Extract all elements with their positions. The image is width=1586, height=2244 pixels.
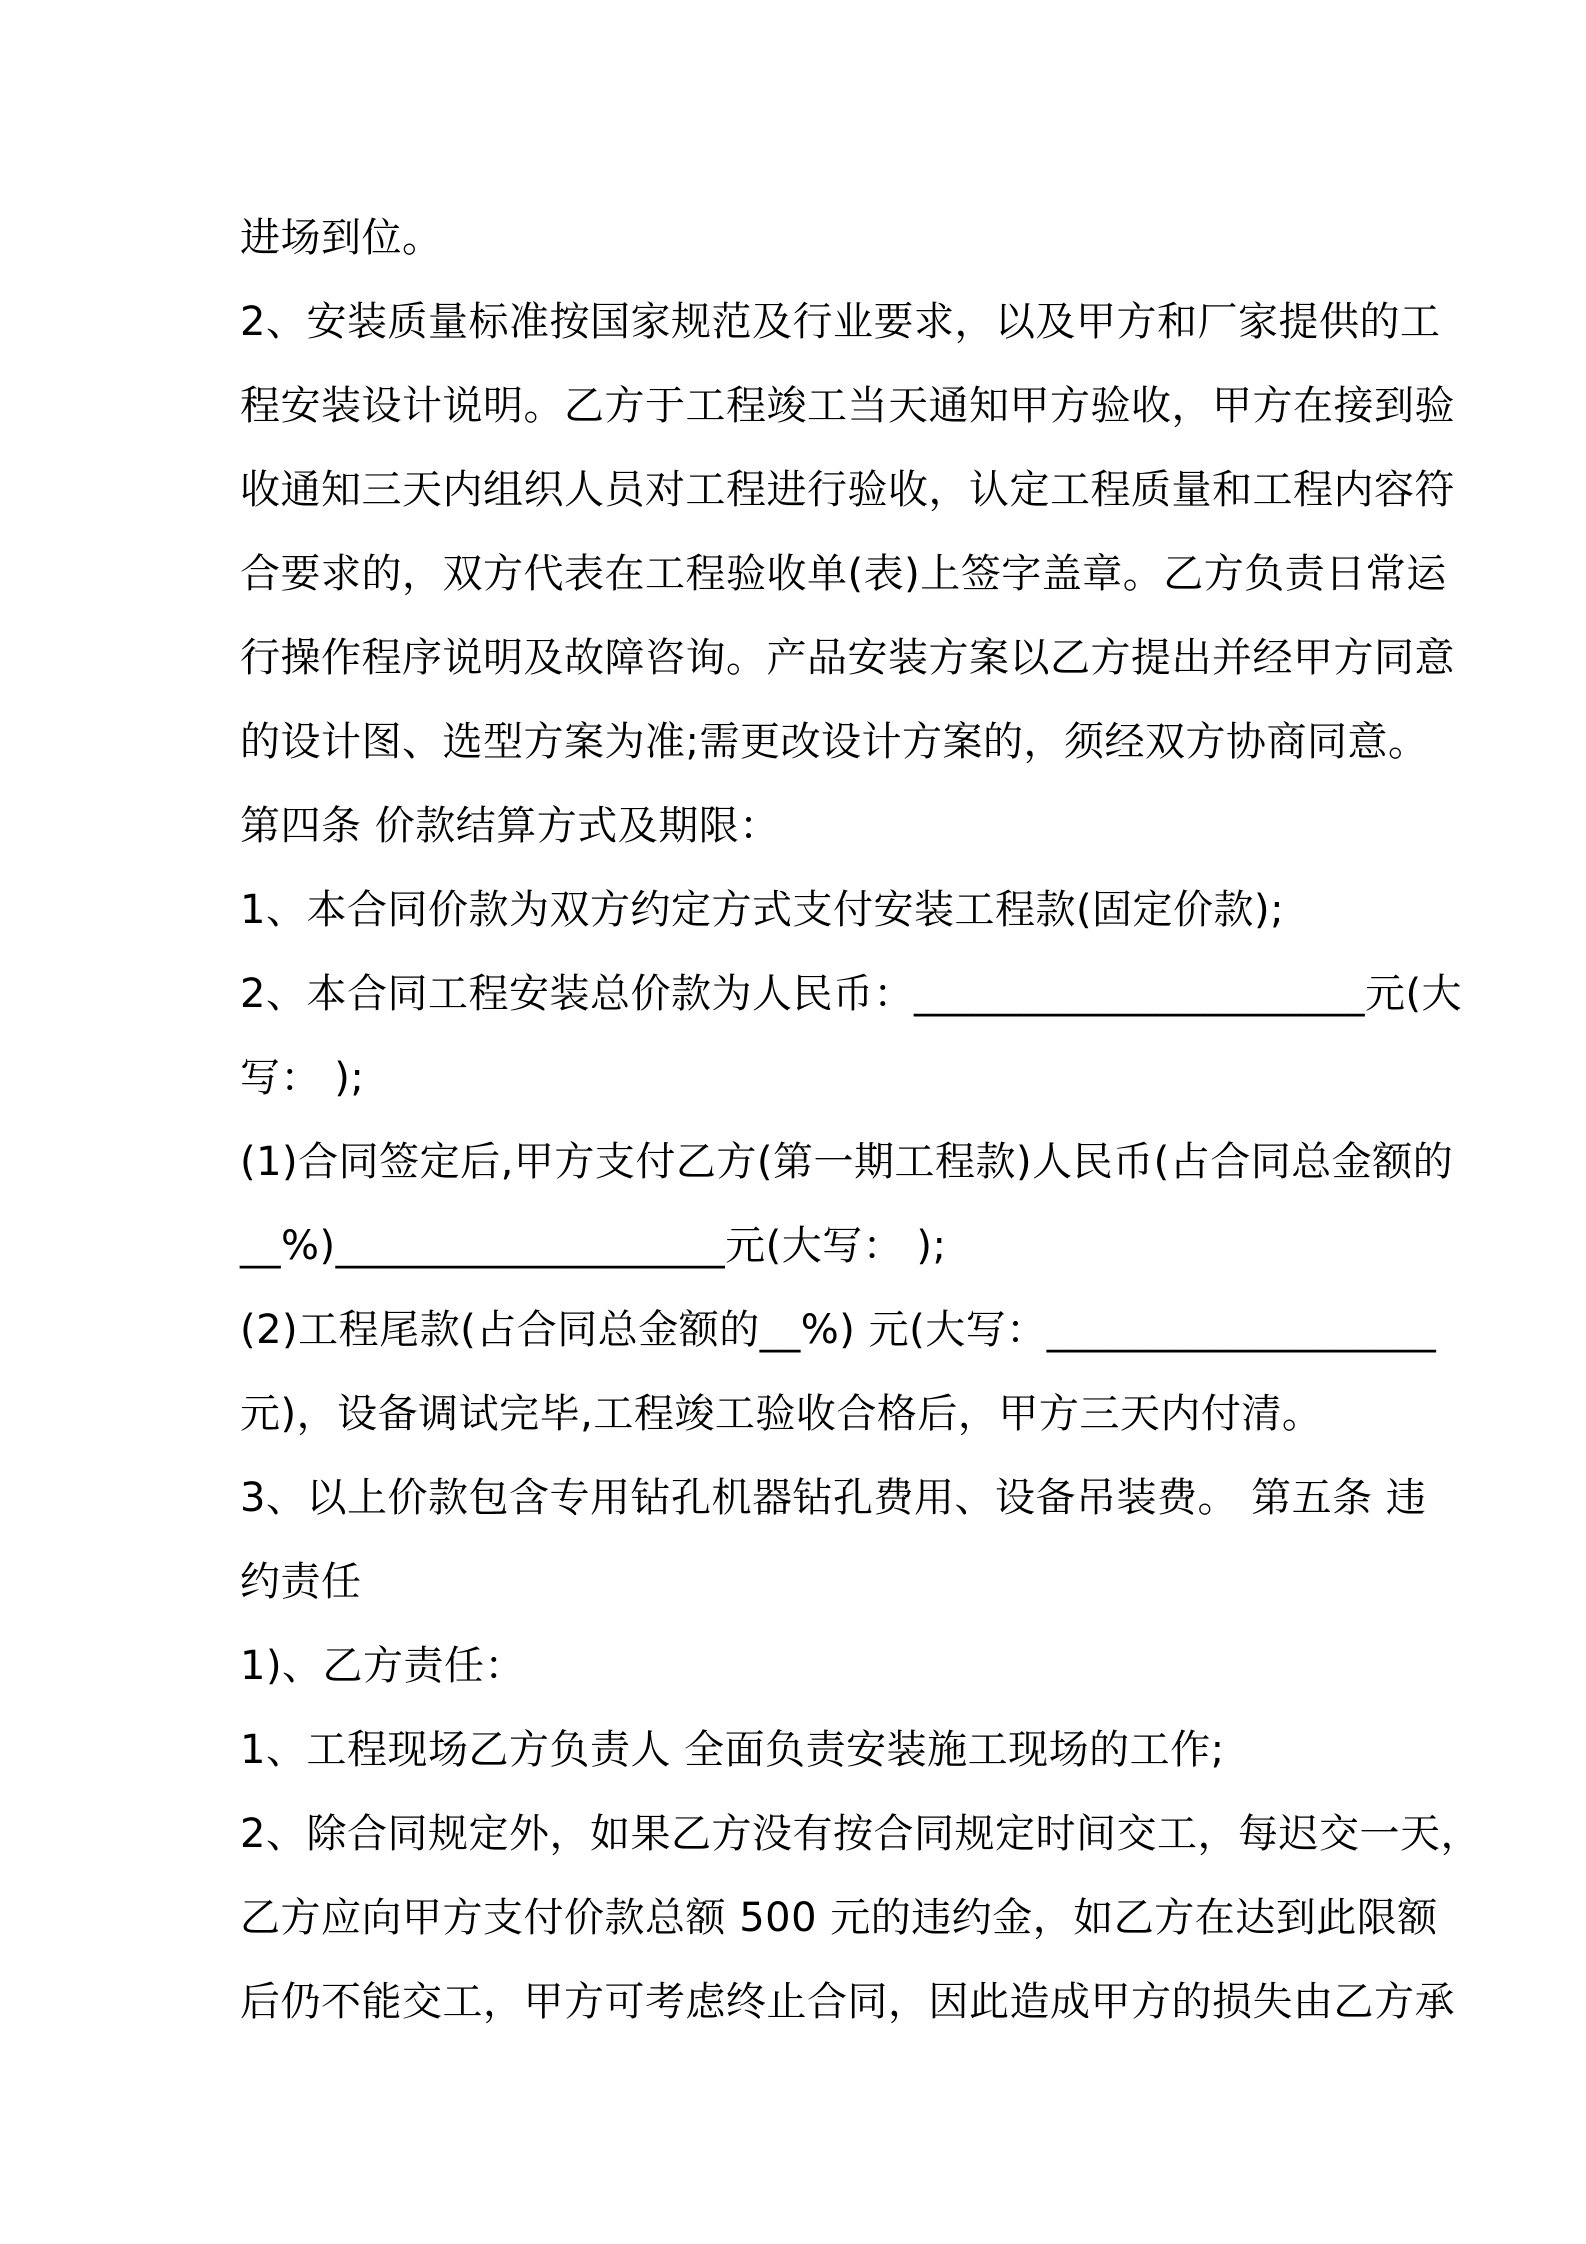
text-line: 收通知三天内组织人员对工程进行验收，认定工程质量和工程内容符 xyxy=(240,467,1455,513)
text-line: (2)工程尾款(占合同总金额的__%) 元(大写：___________________ xyxy=(240,1307,1437,1353)
text-line: 2、除合同规定外，如果乙方没有按合同规定时间交工，每迟交一天， xyxy=(240,1811,1481,1857)
text-line: 2、安装质量标准按国家规范及行业要求，以及甲方和厂家提供的工 xyxy=(240,299,1441,345)
text-line: 合要求的，双方代表在工程验收单(表)上签字盖章。乙方负责日常运 xyxy=(240,551,1447,597)
text-line: 行操作程序说明及故障咨询。产品安装方案以乙方提出并经甲方同意 xyxy=(240,635,1455,681)
text-line: 的设计图、选型方案为准;需更改设计方案的，须经双方协商同意。 xyxy=(240,719,1429,765)
text-line: 3、以上价款包含专用钻孔机器钻孔费用、设备吊装费。 第五条 违 xyxy=(240,1475,1427,1521)
document-body xyxy=(240,196,1481,2044)
text-line: (1)合同签定后,甲方支付乙方(第一期工程款)人民币(占合同总金额的 xyxy=(240,1139,1454,1185)
text-line: 约责任 xyxy=(240,1559,362,1605)
text-line: 后仍不能交工，甲方可考虑终止合同，因此造成甲方的损失由乙方承 xyxy=(240,1979,1455,2025)
text-line: 1、工程现场乙方负责人 全面负责安装施工现场的工作; xyxy=(240,1727,1225,1773)
text-line: 程安装设计说明。乙方于工程竣工当天通知甲方验收，甲方在接到验 xyxy=(240,383,1455,429)
text-line: 元)，设备调试完毕,工程竣工验收合格后，甲方三天内付清。 xyxy=(240,1391,1323,1437)
text-line: 1、本合同价款为双方约定方式支付安装工程款(固定价款); xyxy=(240,887,1285,933)
text-line: 写： ); xyxy=(240,1055,365,1101)
text-line: 乙方应向甲方支付价款总额 500 元的违约金，如乙方在达到此限额 xyxy=(240,1895,1438,1941)
text-line: 2、本合同工程安装总价款为人民币：______________________元(大 xyxy=(240,971,1463,1017)
text-line: __%)___________________元(大写： ); xyxy=(240,1223,947,1269)
section-heading: 第四条 价款结算方式及期限： xyxy=(240,803,780,849)
text-line: 1)、乙方责任： xyxy=(240,1643,526,1689)
text-line: 进场到位。 xyxy=(240,215,443,261)
